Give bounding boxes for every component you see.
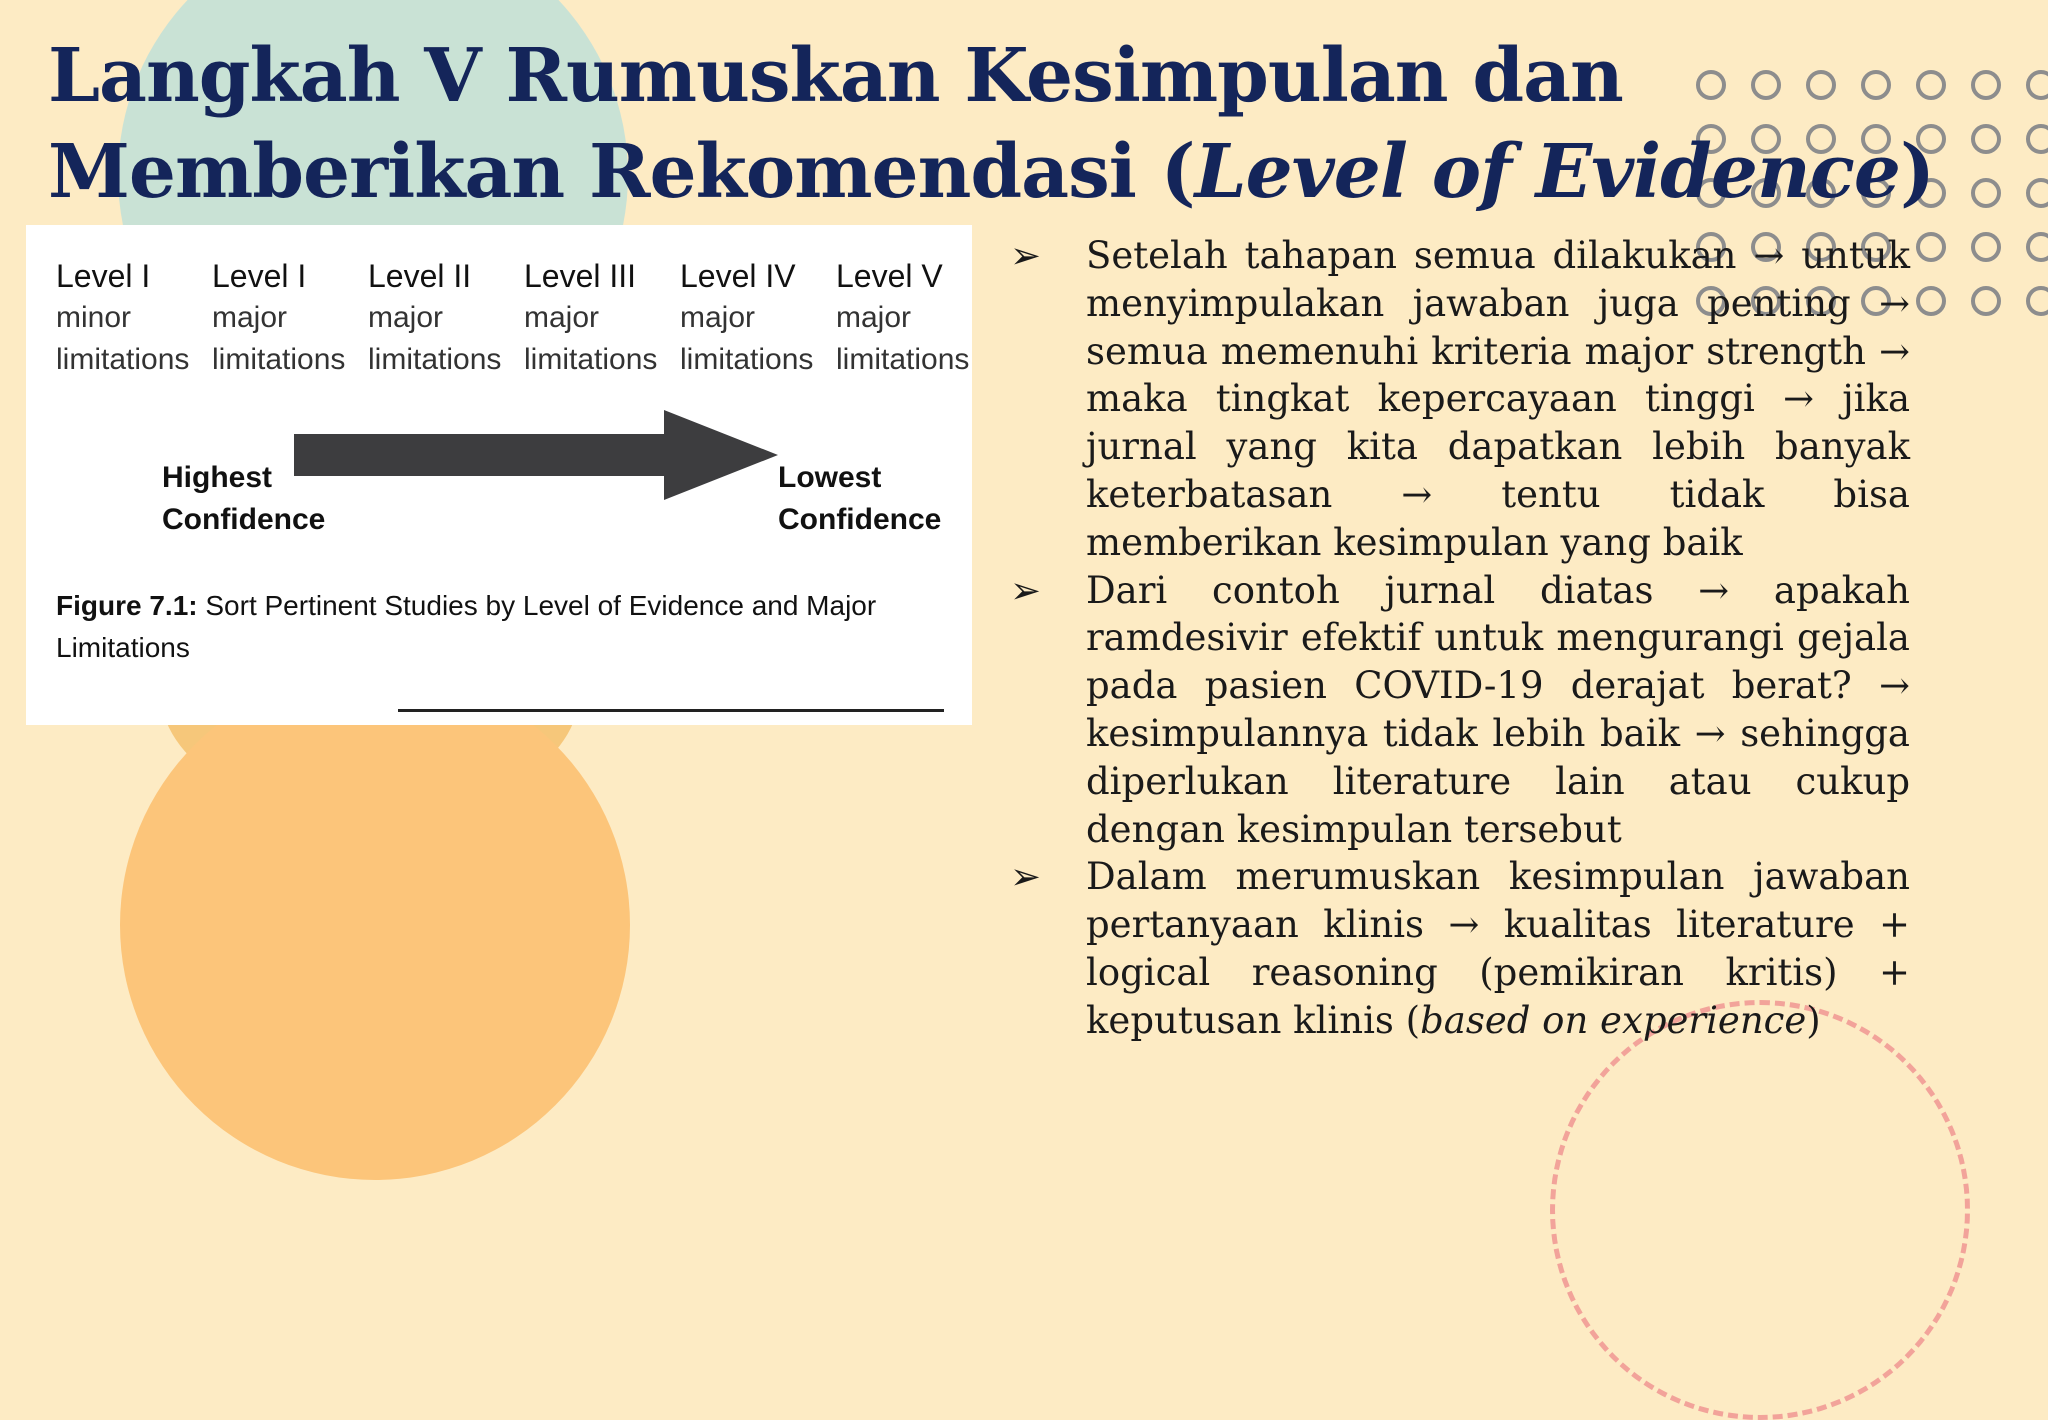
level-label: Level II	[368, 258, 472, 294]
highest-line-1: Highest	[162, 461, 273, 494]
level-strength: major	[680, 301, 756, 334]
level-label: Level III	[524, 258, 637, 294]
level-limitations: limitations	[836, 343, 970, 376]
decor-dot	[2026, 70, 2048, 100]
level-column	[56, 255, 189, 381]
bullet-text-italic: based on experience	[1420, 998, 1807, 1042]
level-strength: minor	[56, 301, 132, 334]
level-column	[524, 255, 657, 381]
decor-dot	[2026, 232, 2048, 262]
decor-dot	[1971, 124, 2001, 154]
bullet-text: Setelah tahapan semua dilakukan → untuk menyimpulakan jawaban juga penting → semua memenuhi kriteria major strength → maka tingkat kepercayaan tinggi → jika jurnal yang kita dapatkan lebih banyak keterbatasan → tentu tidak bisa memberikan kesimpulan yang baik	[1086, 234, 1910, 564]
bullet-text-end: )	[1806, 998, 1821, 1042]
caption-text: Sort Pertinent Studies by Level of Evidence and Major Limitations	[56, 590, 877, 663]
list-item	[1010, 567, 1910, 854]
level-column	[836, 255, 969, 381]
level-limitations: limitations	[56, 343, 190, 376]
level-strength: major	[836, 301, 912, 334]
figure-divider	[398, 709, 944, 712]
bullet-text-main: Dalam merumuskan kesimpulan jawaban pertanyaan klinis → kualitas literature + logical reasoning (pemikiran kritis) + keputusan klinis (	[1086, 855, 1910, 1042]
decor-dot	[2026, 124, 2048, 154]
lowest-confidence-label	[778, 457, 941, 541]
level-limitations: limitations	[212, 343, 346, 376]
decor-dot	[1971, 70, 2001, 100]
figure-caption	[56, 585, 936, 669]
decor-dot	[1971, 178, 2001, 208]
level-strength: major	[524, 301, 600, 334]
highest-confidence-label	[162, 457, 325, 541]
level-limitations: limitations	[680, 343, 814, 376]
caption-label: Figure 7.1:	[56, 590, 198, 621]
level-limitations: limitations	[524, 343, 658, 376]
confidence-arrow-icon	[294, 410, 784, 500]
bullet-text	[1086, 855, 1910, 1041]
highest-line-2: Confidence	[162, 503, 326, 536]
title-italic-text: Level of Evidence	[1194, 129, 1900, 215]
lowest-line-1: Lowest	[778, 461, 882, 494]
decor-dot	[2026, 286, 2048, 316]
bullet-arrow-icon: ➢	[1010, 234, 1042, 277]
list-item	[1010, 232, 1910, 567]
bullet-list	[1010, 232, 1910, 1045]
lowest-line-2: Confidence	[778, 503, 942, 536]
level-column	[212, 255, 345, 381]
decor-dashed-ring	[1550, 1000, 1970, 1420]
level-label: Level V	[836, 258, 943, 294]
level-label: Level I	[56, 258, 151, 294]
level-label: Level I	[212, 258, 307, 294]
decor-dot	[1971, 286, 2001, 316]
level-limitations: limitations	[368, 343, 502, 376]
decor-dot	[1916, 286, 1946, 316]
slide-title	[48, 28, 1934, 220]
level-label: Level IV	[680, 258, 796, 294]
level-of-evidence-figure	[26, 225, 972, 725]
level-column	[368, 255, 501, 381]
decor-dot	[2026, 178, 2048, 208]
title-line-2	[48, 129, 1934, 215]
level-strength: major	[368, 301, 444, 334]
level-column	[680, 255, 813, 381]
decor-dot	[1971, 232, 2001, 262]
bullet-arrow-icon: ➢	[1010, 568, 1042, 612]
bullet-text: Dari contoh jurnal diatas → apakah ramdesivir efektif untuk mengurangi gejala pada pasien COVID-19 derajat berat? → kesimpulannya tidak lebih baik → sehingga diperlukan literature lain atau cukup dengan kesimpulan tersebut	[1086, 568, 1910, 851]
decor-circle-orange	[120, 670, 630, 1180]
title-line-2-text: Memberikan Rekomendasi (	[48, 129, 1195, 215]
decor-dot	[1916, 232, 1946, 262]
bullet-arrow-icon: ➢	[1010, 855, 1042, 899]
title-line-1: Langkah V Rumuskan Kesimpulan dan	[48, 33, 1623, 119]
level-strength: major	[212, 301, 288, 334]
list-item	[1010, 853, 1910, 1044]
title-closing-paren: )	[1899, 129, 1934, 215]
